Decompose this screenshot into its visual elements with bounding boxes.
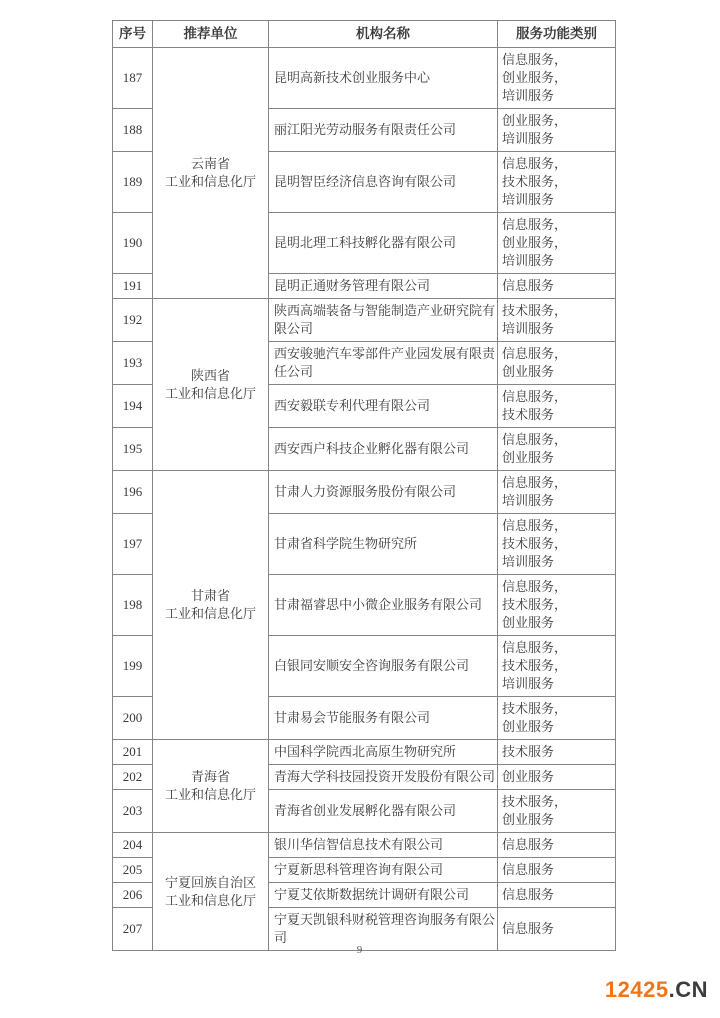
service-category-line: 信息服务	[502, 837, 555, 852]
service-category-cell	[498, 697, 616, 740]
service-category-line: 信息服务	[502, 862, 555, 877]
service-category-line: 培训服务	[502, 554, 555, 569]
watermark	[605, 977, 708, 1003]
organization-name-cell: 中国科学院西北高原生物研究所	[269, 740, 498, 765]
service-category-line: 创业服务	[502, 812, 555, 827]
organization-name-cell: 西安毅联专利代理有限公司	[269, 385, 498, 428]
serial-number-cell: 204	[113, 833, 153, 858]
service-category-line: 信息服务，	[502, 475, 568, 490]
recommending-unit-line: 工业和信息化厅	[164, 174, 256, 189]
service-category-cell	[498, 883, 616, 908]
service-category-line: 技术服务，	[502, 536, 568, 551]
organization-name-cell: 青海省创业发展孵化器有限公司	[269, 790, 498, 833]
organization-name-cell: 宁夏艾依斯数据统计调研有限公司	[269, 883, 498, 908]
recommending-unit-line: 陕西省	[190, 367, 230, 383]
recommending-unit-cell	[153, 471, 269, 740]
service-category-cell	[498, 765, 616, 790]
service-category-line: 创业服务	[502, 364, 555, 379]
serial-number-cell: 189	[113, 152, 153, 213]
serial-number-cell: 201	[113, 740, 153, 765]
service-category-cell	[498, 213, 616, 274]
organization-name-cell: 昆明北理工科技孵化器有限公司	[269, 213, 498, 274]
service-category-line: 培训服务	[502, 192, 555, 207]
service-category-line: 信息服务	[502, 278, 555, 293]
service-category-line: 创业服务	[502, 615, 555, 630]
service-category-cell	[498, 48, 616, 109]
table-row	[113, 299, 616, 342]
serial-number-cell: 188	[113, 109, 153, 152]
recommending-unit-line: 工业和信息化厅	[164, 787, 256, 802]
serial-number-cell: 203	[113, 790, 153, 833]
serial-number-cell: 202	[113, 765, 153, 790]
recommending-unit-line: 工业和信息化厅	[164, 892, 256, 908]
recommending-unit-line: 云南省	[190, 156, 230, 171]
service-category-line: 创业服务，	[502, 235, 568, 250]
organization-name-cell: 甘肃福睿思中小微企业服务有限公司	[269, 575, 498, 636]
header-serial-number: 序号	[113, 21, 153, 48]
serial-number-cell: 195	[113, 428, 153, 471]
service-category-line: 培训服务	[502, 493, 555, 508]
service-category-line: 创业服务，	[502, 113, 568, 128]
service-category-line: 培训服务	[502, 88, 555, 103]
serial-number-cell: 207	[113, 908, 153, 951]
service-category-cell	[498, 274, 616, 299]
table-header-row	[113, 21, 616, 48]
serial-number-cell: 198	[113, 575, 153, 636]
service-category-line: 技术服务	[502, 407, 555, 422]
service-category-line: 信息服务，	[502, 432, 568, 447]
header-organization-name: 机构名称	[269, 21, 498, 48]
recommending-unit-line: 甘肃省	[190, 588, 230, 603]
organization-name-cell: 丽江阳光劳动服务有限责任公司	[269, 109, 498, 152]
page-number: 9	[356, 944, 363, 956]
service-category-cell	[498, 833, 616, 858]
serial-number-cell: 199	[113, 636, 153, 697]
service-category-cell	[498, 575, 616, 636]
service-category-line: 创业服务	[502, 719, 555, 734]
service-category-line: 技术服务，	[502, 658, 568, 673]
recommending-unit-line: 工业和信息化厅	[164, 385, 256, 401]
service-category-cell	[498, 109, 616, 152]
service-category-cell	[498, 299, 616, 342]
service-category-line: 技术服务，	[502, 174, 568, 189]
serial-number-cell: 190	[113, 213, 153, 274]
table-body	[113, 48, 616, 951]
organization-name-cell: 甘肃人力资源服务股份有限公司	[269, 471, 498, 514]
recommending-unit-line: 青海省	[190, 769, 230, 784]
organization-name-cell: 宁夏天凯银科财税管理咨询服务有限公司	[269, 908, 498, 951]
organizations-table	[112, 20, 616, 951]
serial-number-cell: 206	[113, 883, 153, 908]
organization-name-cell: 银川华信智信息技术有限公司	[269, 833, 498, 858]
organization-name-cell: 宁夏新思科管理咨询有限公司	[269, 858, 498, 883]
recommending-unit-cell	[153, 48, 269, 299]
service-category-cell	[498, 858, 616, 883]
service-category-cell	[498, 740, 616, 765]
service-category-line: 信息服务	[502, 887, 555, 902]
watermark-primary: 12425	[604, 977, 669, 1002]
service-category-line: 信息服务，	[502, 346, 568, 361]
service-category-cell	[498, 790, 616, 833]
watermark-suffix: .CN	[668, 977, 708, 1002]
recommending-unit-line: 工业和信息化厅	[164, 606, 256, 621]
header-service-category: 服务功能类别	[498, 21, 616, 48]
recommending-unit-line: 宁夏回族自治区	[164, 874, 256, 890]
service-category-cell	[498, 342, 616, 385]
service-category-line: 信息服务，	[502, 518, 568, 533]
service-category-line: 信息服务，	[502, 389, 568, 404]
service-category-cell	[498, 385, 616, 428]
organization-name-cell: 甘肃易会节能服务有限公司	[269, 697, 498, 740]
service-category-line: 信息服务，	[502, 640, 568, 655]
service-category-line: 技术服务，	[502, 303, 568, 318]
serial-number-cell: 191	[113, 274, 153, 299]
service-category-line: 信息服务	[502, 921, 555, 936]
service-category-cell	[498, 471, 616, 514]
service-category-line: 培训服务	[502, 131, 555, 146]
organization-name-cell: 西安骏驰汽车零部件产业园发展有限责任公司	[269, 342, 498, 385]
service-category-line: 培训服务	[502, 676, 555, 691]
serial-number-cell: 200	[113, 697, 153, 740]
organization-name-cell: 陕西高端装备与智能制造产业研究院有限公司	[269, 299, 498, 342]
table-row	[113, 48, 616, 109]
service-category-line: 培训服务	[502, 253, 555, 268]
serial-number-cell: 194	[113, 385, 153, 428]
recommending-unit-cell	[153, 833, 269, 951]
table-row	[113, 740, 616, 765]
organization-name-cell: 昆明正通财务管理有限公司	[269, 274, 498, 299]
service-category-cell	[498, 152, 616, 213]
service-category-line: 创业服务	[502, 450, 555, 465]
organization-name-cell: 甘肃省科学院生物研究所	[269, 514, 498, 575]
service-category-line: 信息服务，	[502, 156, 568, 171]
service-category-line: 技术服务，	[502, 794, 568, 809]
service-category-line: 创业服务，	[502, 70, 568, 85]
service-category-cell	[498, 514, 616, 575]
service-category-line: 技术服务	[502, 744, 555, 759]
header-recommending-unit: 推荐单位	[153, 21, 269, 48]
service-category-line: 技术服务，	[502, 597, 568, 612]
organization-name-cell: 白银同安顺安全咨询服务有限公司	[269, 636, 498, 697]
service-category-line: 信息服务，	[502, 217, 568, 232]
serial-number-cell: 187	[113, 48, 153, 109]
service-category-line: 信息服务，	[502, 52, 568, 67]
organization-name-cell: 西安西户科技企业孵化器有限公司	[269, 428, 498, 471]
serial-number-cell: 192	[113, 299, 153, 342]
table-row	[113, 471, 616, 514]
recommending-unit-cell	[153, 299, 269, 471]
recommending-unit-cell	[153, 740, 269, 833]
organization-name-cell: 青海大学科技园投资开发股份有限公司	[269, 765, 498, 790]
table-row	[113, 833, 616, 858]
serial-number-cell: 197	[113, 514, 153, 575]
service-category-line: 信息服务，	[502, 579, 568, 594]
service-category-cell	[498, 636, 616, 697]
service-category-line: 创业服务	[502, 769, 555, 784]
organization-name-cell: 昆明高新技术创业服务中心	[269, 48, 498, 109]
serial-number-cell: 193	[113, 342, 153, 385]
service-category-line: 培训服务	[502, 321, 555, 336]
service-category-line: 技术服务，	[502, 701, 568, 716]
service-category-cell	[498, 428, 616, 471]
serial-number-cell: 205	[113, 858, 153, 883]
serial-number-cell: 196	[113, 471, 153, 514]
organization-name-cell: 昆明智臣经济信息咨询有限公司	[269, 152, 498, 213]
